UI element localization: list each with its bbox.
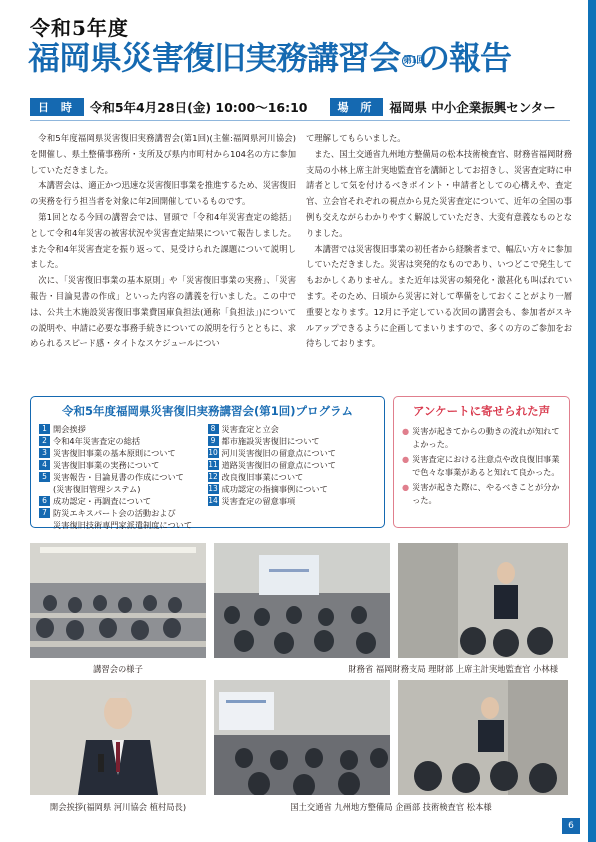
photo-caption: 開会挨拶(福岡県 河川協会 植村局長) — [49, 802, 187, 812]
photo-caption: 財務省 福岡財務支局 理財部 上席主計実地監査官 小林様 — [348, 664, 558, 674]
photo-caption: 国土交通省 九州地方整備局 企画部 技術検査官 松本様 — [290, 802, 492, 812]
title-suffix: の報告 — [418, 39, 512, 77]
program-item: 12 改良復旧事業について — [208, 472, 304, 482]
program-item: 3 災害復旧事業の基本原則について — [39, 447, 208, 459]
survey-item: ● 災害が起きた際に、やるべきことが分かった。 — [402, 482, 560, 505]
bullet-icon: ● — [402, 454, 410, 464]
program-item: 2 令和4年災害査定の総括 — [39, 435, 208, 447]
page-number: 6 — [562, 818, 580, 834]
bullet-icon: ● — [402, 426, 410, 436]
survey-list — [402, 425, 561, 507]
survey-item: ● 災害査定における注意点や改良復旧事業で色々な事業があると知れて良かった。 — [402, 454, 560, 477]
date-label: 日 時 — [30, 98, 84, 116]
program-item: 4 災害復旧事業の実務について — [39, 459, 208, 471]
program-item: 9 都市施設災害復旧について — [208, 435, 377, 447]
page-edge-strip — [588, 0, 596, 842]
title-session-badge: 第1回 — [403, 55, 425, 66]
survey-title: アンケートに寄せられた声 — [412, 404, 551, 418]
photo-opening-remarks — [30, 680, 206, 795]
program-title: 令和5年度福岡県災害復旧実務講習会(第1回)プログラム — [62, 404, 353, 418]
program-item: 14 災害査定の留意事項 — [208, 496, 296, 506]
date-value: 令和5年4月28日(金) 10:00～16:10 — [89, 100, 308, 115]
photo-seminar-room — [30, 543, 206, 658]
year-heading: 令和5年度 — [30, 16, 129, 40]
photo-speaker-matsumoto — [398, 680, 568, 795]
program-item: 11 道路災害復旧の留意点について — [208, 460, 336, 470]
survey-box — [393, 396, 570, 528]
paragraph: 本講習では災害復旧事業の初任者から経験者まで、幅広い方々に参加していただきました。災害は突発的なものであり、いつどこで発生してもおかしくありません。また近年は災害の頻発化・激甚化も叫ばれています。そのため、日頃から災害に対して準備をしておくことがより一層重要となります。12月に予定している次回の講習会も、参加者がスキルアップできるように企画してまいりますので、多くの方のご参加をお待ちしております。 — [306, 243, 573, 349]
survey-item: ● 災害が起きてからの動きの流れが知れてよかった。 — [402, 426, 560, 449]
program-item: 10 河川災害復旧の留意点について — [208, 448, 336, 458]
place-label: 場 所 — [330, 98, 384, 116]
photo-caption: 講習会の様子 — [93, 664, 143, 674]
place-value: 福岡県 中小企業振興センター — [389, 100, 556, 115]
paragraph: 第1回となる今回の講習会では、冒頭で「令和4年災害査定の総括」として令和4年災害の被害状況や災害査定結果について報告しました。また令和4年災害査定を振り返って、見受けられた課題について説明しました。 — [30, 211, 296, 270]
photo-speaker-kobayashi — [398, 543, 568, 658]
photo-lecture-screen — [214, 543, 390, 658]
title-main: 福岡県災害復旧実務講習会 — [28, 39, 401, 77]
program-item: 7 防災エキスパート会の活動および — [39, 507, 208, 519]
divider — [30, 120, 570, 121]
event-meta — [30, 98, 578, 116]
paragraph: 次に、「災害復旧事業の基本原則」や「災害復旧事業の実務」、「災害報告・目論見書の作成」といった内容の講義を行いました。この中では、公共土木施設災害復旧事業費国庫負担法(通称「負担法」)についての説明や、申請に必要な事務手続きについての説明を行うとともに、求められるスピード感・タイトなスケジュールについ — [30, 275, 296, 349]
paragraph: て理解してもらいました。 — [306, 133, 406, 143]
program-item: 5 災害報告・目論見書の作成について — [39, 471, 208, 483]
program-item: 8 災害査定と立会 — [208, 423, 377, 435]
program-item: 1 開会挨拶 — [39, 423, 208, 435]
program-list-right — [208, 423, 377, 531]
page-title — [28, 39, 568, 77]
bullet-icon: ● — [402, 482, 410, 492]
article-column-left — [30, 131, 296, 352]
program-item: 13 成功認定の指摘事例について — [208, 484, 328, 494]
paragraph: 本講習会は、適正かつ迅速な災害復旧事業を推進するため、災害復旧の実務を行う担当者を対象に年2回開催しているものです。 — [30, 180, 296, 207]
photo-lecture-hall — [214, 680, 390, 795]
program-item-cont: (災害復旧管理システム) — [53, 484, 141, 494]
program-item-cont: 災害復旧技術専門家派遣制度について — [53, 520, 193, 530]
program-list-left — [39, 423, 208, 531]
article-column-right — [306, 131, 572, 352]
paragraph: 令和5年度福岡県災害復旧実務講習会(第1回)(主催:福岡県河川協会)を開催し、県土整備事務所・支所及び県内市町村から104名の方に参加していただきました。 — [30, 133, 296, 175]
program-item: 6 成功認定・再調査について — [39, 495, 208, 507]
paragraph: また、国土交通省九州地方整備局の松本技術検査官、財務省福岡財務支局の小林上席主計実地監査官を講師としてお招きし、災害査定時に申請者として気を付けるべきポイント・申請者としての心構えや、査定官、立会官それぞれの視点から見た災害査定について、近年の全国の事例も交えながらわかりやすく解説していただき、大変有意義なものとなりました。 — [306, 148, 572, 238]
program-box — [30, 396, 385, 528]
